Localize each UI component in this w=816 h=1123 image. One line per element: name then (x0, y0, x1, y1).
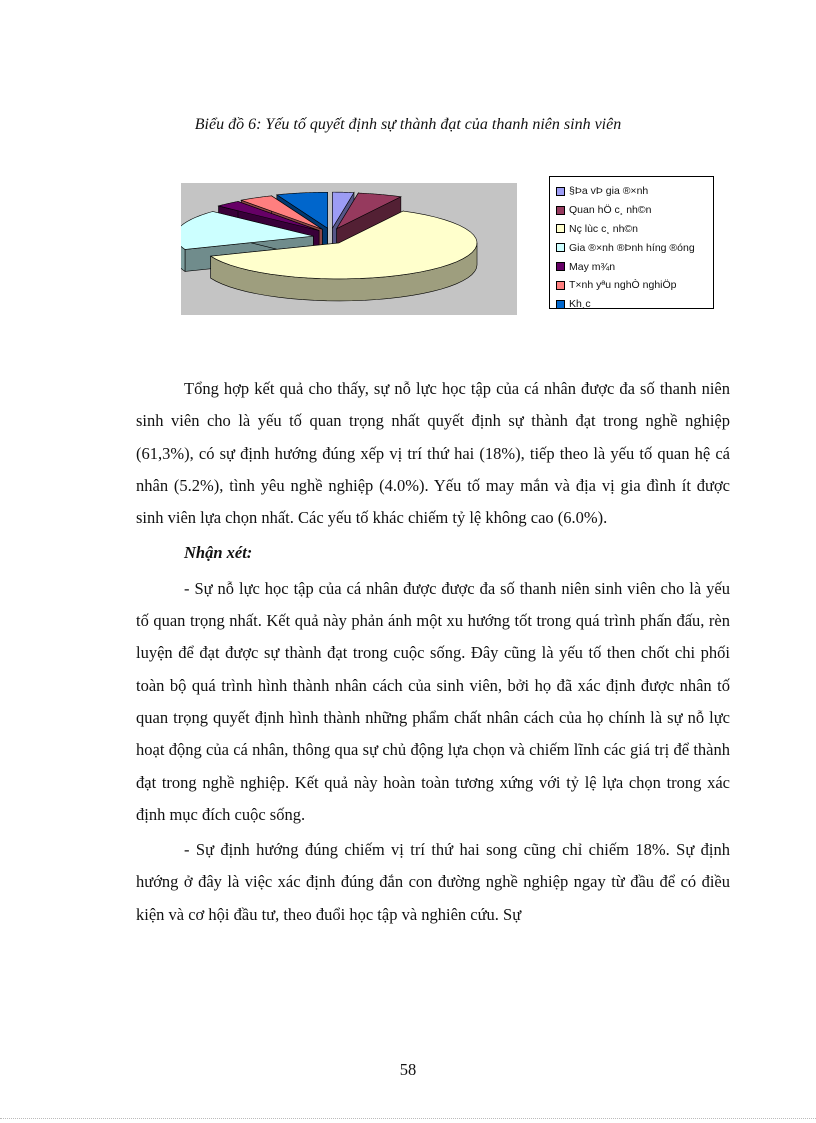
legend-swatch (556, 187, 565, 196)
legend-swatch (556, 281, 565, 290)
legend-item (556, 201, 713, 220)
legend-item (556, 257, 713, 276)
legend-label: §Þa vÞ gia ®×nh (569, 185, 649, 198)
page-number: 58 (399, 1060, 417, 1079)
chart-caption: Biểu đồ 6: Yếu tố quyết định sự thành đạt của thanh niên sinh viên (194, 116, 622, 133)
page-bottom-divider (0, 1118, 816, 1119)
pie-chart-area (181, 183, 517, 315)
legend-label: Gia ®×nh ®Þnh híng ®óng (569, 241, 695, 254)
legend-label: T×nh yªu nghÒ nghiÖp (569, 279, 677, 292)
legend-swatch (556, 300, 565, 309)
legend-item (556, 238, 713, 257)
legend-item (556, 220, 713, 239)
legend-label: Kh¸c (569, 298, 591, 311)
legend-item (556, 182, 713, 201)
body-section-1 (136, 373, 730, 931)
legend-item (556, 276, 713, 295)
legend-label: Nç lùc c¸ nh©n (569, 222, 639, 235)
legend-label: Quan hÖ c¸ nh©n (569, 204, 652, 217)
legend-swatch (556, 243, 565, 252)
pie-chart (181, 183, 517, 315)
legend-swatch (556, 262, 565, 271)
paragraph-effort: - Sự nỗ lực học tập của cá nhân được được đa số thanh niên sinh viên cho là yếu tố quan trọng nhất. Kết quả này phản ánh một xu hướng tốt trong quá trình phấn đấu, rèn luyện để đạt được sự thành đạt trong cuộc sống. Đây cũng là yếu tố then chốt chi phối toàn bộ quá trình hình thành nhân cách của sinh viên, bởi họ đã xác định được nhân tố quan trọng quyết định hình thành những phẩm chất nhân cách của họ chính là sự nỗ lực hoạt động của cá nhân, thông qua sự chủ động lựa chọn và chiếm lĩnh các giá trị để thành đạt trong nghề nghiệp. Kết quả này hoàn toàn tương xứng với tỷ lệ lựa chọn trong xác định mục đích cuộc sống. (136, 578, 730, 824)
legend-swatch (556, 224, 565, 233)
legend-swatch (556, 206, 565, 215)
chart-legend (549, 176, 714, 309)
paragraph-summary: Tổng hợp kết quả cho thấy, sự nỗ lực học tập của cá nhân được đa số thanh niên sinh viên cho là yếu tố quan trọng nhất quyết định sự thành đạt trong nghề nghiệp (61,3%), có sự định hướng đúng xếp vị trí thứ hai (18%), tiếp theo là yếu tố quan hệ cá nhân (5.2%), tình yêu nghề nghiệp (4.0%). Yếu tố may mắn và địa vị gia đình ít được sinh viên lựa chọn nhất. Các yếu tố khác chiếm tỷ lệ không cao (6.0%). (136, 379, 730, 528)
comments-heading: Nhận xét: (184, 543, 253, 563)
legend-item (556, 295, 713, 314)
legend-label: May m¾n (569, 260, 616, 273)
paragraph-orientation: - Sự định hướng đúng chiếm vị trí thứ hai song cũng chỉ chiếm 18%. Sự định hướng ở đây là việc xác định đúng đắn con đường nghề nghiệp ngay từ đầu để có điều kiện và cơ hội đầu tư, theo đuổi học tập và nghiên cứu. Sự (136, 840, 730, 924)
